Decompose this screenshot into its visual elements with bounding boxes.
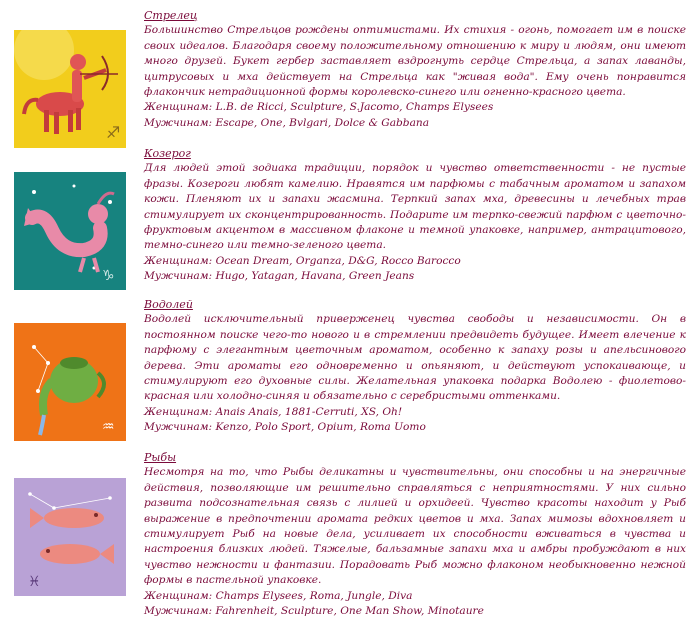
- svg-text:♑: ♑: [102, 268, 115, 284]
- section-description: Большинство Стрельцов рождены оптимистами. Их стихия - огонь, помогает им в поиске своих идеалов. Благодаря своему положительному отношению к миру и людям, они имеют много друзей. Букет гербер заставляет вздрогнуть сердце Стрельца, а запах лаванды, цитрусовых и мха действует на Стрельца как "живая вода". Ему очень понравится флакончик нетрадиционной формы королевско-синего или огненно-красного цвета.: [144, 24, 686, 99]
- sagittarius-icon: [14, 30, 126, 148]
- svg-text:♓: ♓: [28, 574, 41, 590]
- section-title: Рыбы: [144, 451, 177, 464]
- section-title: Водолей: [144, 298, 193, 311]
- capricorn-icon: [14, 172, 126, 290]
- men-perfumes: Мужчинам: Escape, One, Bvlgari, Dolce & Gabbana: [144, 116, 430, 129]
- capricorn-image: [14, 172, 126, 290]
- section-title: Стрелец: [144, 9, 198, 22]
- men-perfumes: Мужчинам: Kenzo, Polo Sport, Opium, Roma Uomo: [144, 421, 426, 434]
- women-perfumes: Женщинам: Champs Elysees, Roma, Jungle, Diva: [144, 589, 413, 602]
- section-description: Для людей этой зодиака традиции, порядок и чувство ответственности - не пустые фразы. Козероги любят камелию. Нравятся им парфюмы с табачным ароматом и запахом кожи. Пленяют их и запахи жасмина. Терпкий запах мха, древесины и лечебных трав стимулирует их сконцентрированность. Подарите им терпко-свежий парфюм с цветочно-фруктовым акцентом в массивном флаконе и темной упаковке, например, антрацитового, темно-синего или темно-зеленого цвета.: [144, 162, 686, 252]
- aquarius-icon: [14, 323, 126, 441]
- section-title: Козерог: [144, 147, 191, 160]
- sagittarius-image: [14, 30, 126, 148]
- section-description: Водолей исключительный приверженец чувства свободы и независимости. Он в постоянном поиске чего-то нового и в стремлении предвидеть будущее. Имеет влечение к парфюму с элегантным цветочным ароматом, особенно к запаху розы и апельсинового дерева. Эти ароматы его одновременно и опьяняют, и действуют успокаивающе, и стимулируют его духовные силы. Желательная упаковка подарка Водолею - фиолетово-красная или холодно-синяя и обязательно с серебристыми оттенками.: [144, 313, 686, 403]
- section-description: Несмотря на то, что Рыбы деликатны и чувствительны, они способны и на энергичные действия, позволяющие им решительно справляться с неприятностями. У них сильно развита подсознательная связь с лилией и орхидеей. Чувство красоты находит у Рыб выражение в предпочтении аромата редких цветов и мха. Запах мимозы вдохновляет и стимулирует Рыб на новые дела, усиливает их способности вживаться в чувства и настроения близких людей. Тяжелые, бальзамные запахи мха и амбры пробуждают в них чувство нежности и фантазии. Порадовать Рыб можно флаконом необыкновенно нежной формы в пастельной упаковке.: [144, 466, 686, 587]
- pisces-icon: [14, 478, 126, 596]
- aquarius-image: [14, 323, 126, 441]
- men-perfumes: Мужчинам: Hugo, Yatagan, Havana, Green Jeans: [144, 270, 415, 283]
- pisces-image: [14, 478, 126, 596]
- svg-text:♐: ♐: [106, 123, 121, 142]
- men-perfumes: Мужчинам: Fahrenheit, Sculpture, One Man Show, Minotaure: [144, 605, 484, 618]
- women-perfumes: Женщинам: Anais Anais, 1881-Cerruti, XS, Oh!: [144, 405, 403, 418]
- women-perfumes: Женщинам: Ocean Dream, Organza, D&G, Rocco Barocco: [144, 254, 461, 267]
- women-perfumes: Женщинам: L.B. de Ricci, Sculpture, S.Jacomo, Champs Elysees: [144, 101, 494, 114]
- svg-text:♒: ♒: [102, 419, 115, 435]
